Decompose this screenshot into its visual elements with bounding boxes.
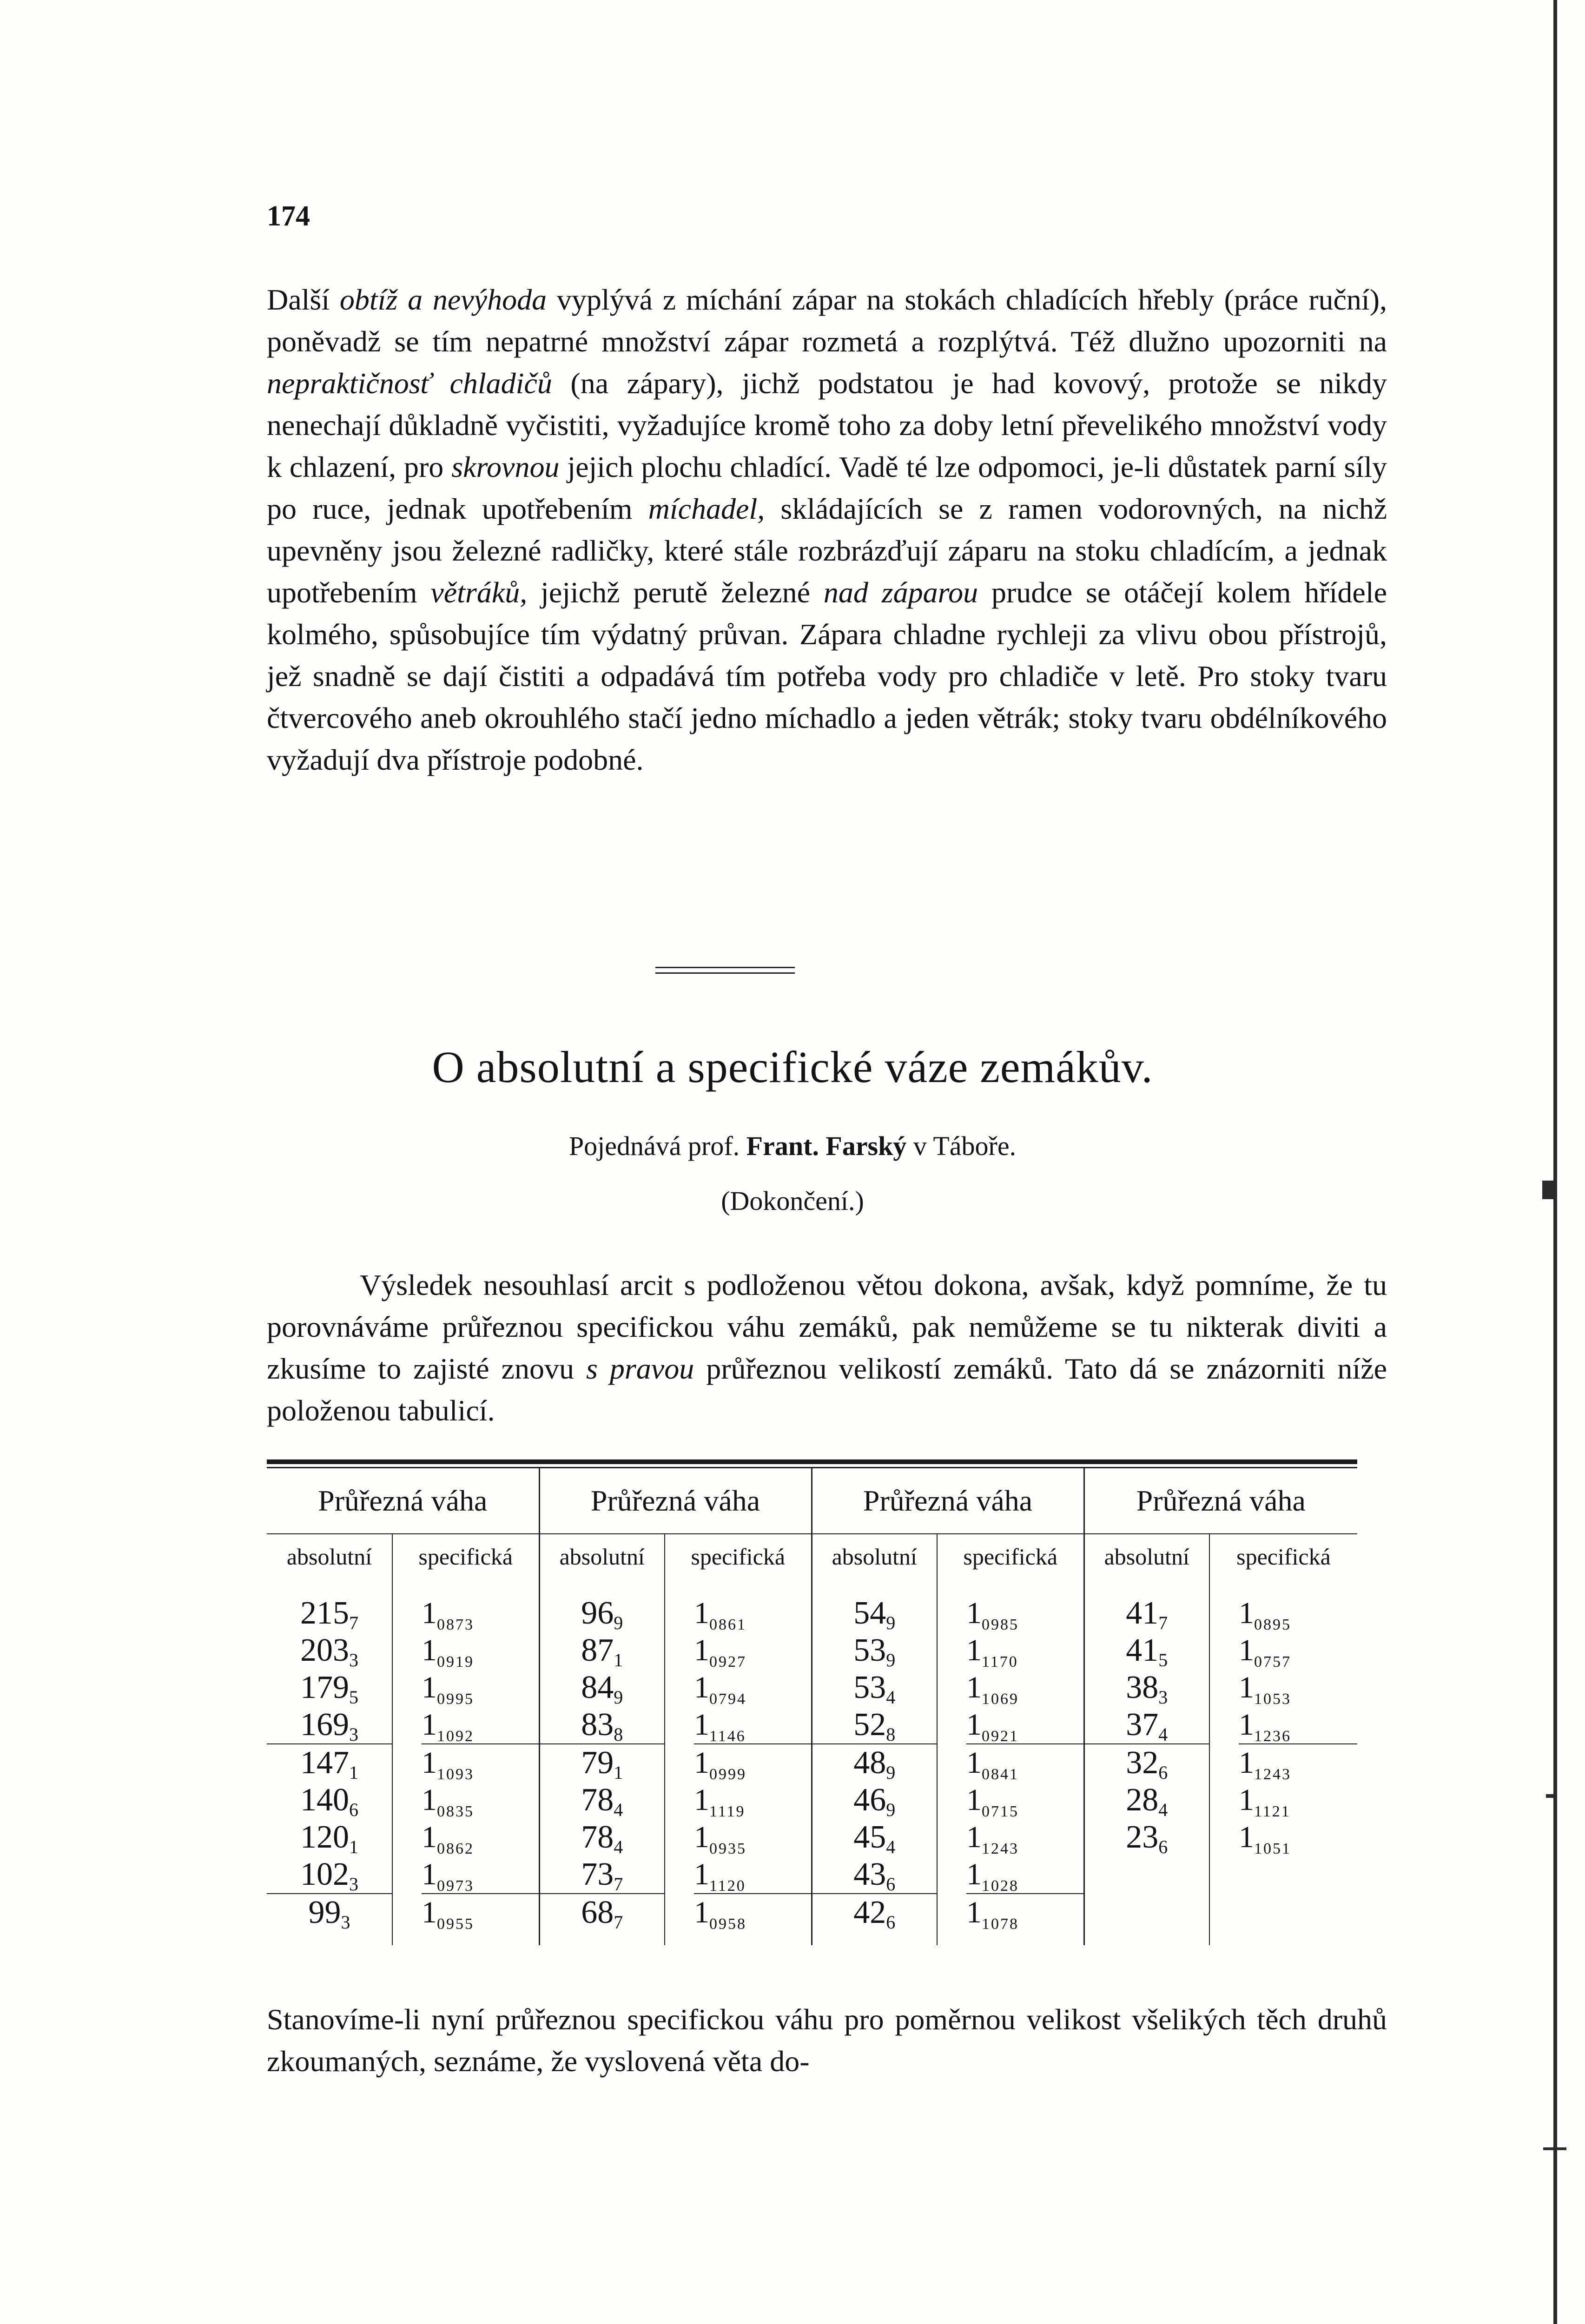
specific-value: $1_{0794}$: [694, 1670, 746, 1708]
specific-value: $1_{0985}$: [966, 1596, 1019, 1633]
absolute-value: $140_6$: [300, 1782, 358, 1820]
specific-value: $1_{1092}$: [422, 1708, 474, 1745]
value-block: [694, 1595, 811, 1743]
col-header-absolute: absolutní: [812, 1534, 937, 1579]
value-block: [1085, 1595, 1209, 1743]
specific-value: $1_{1121}$: [1239, 1783, 1291, 1820]
value-block: [267, 1893, 392, 1931]
value-block: [267, 1595, 392, 1743]
specific-value: $1_{1236}$: [1239, 1708, 1291, 1745]
absolute-value: $45_4$: [853, 1819, 896, 1857]
page-edge-line: [1553, 0, 1557, 2324]
col-header-absolute: absolutní: [267, 1534, 392, 1579]
page-number: 174: [267, 200, 310, 232]
continued-note: (Dokončení.): [721, 1186, 864, 1216]
col-header-specific: specifická: [1209, 1534, 1357, 1579]
section-divider: [655, 972, 795, 974]
absolute-value: $169_3$: [300, 1707, 358, 1745]
absolute-value: $46_9$: [853, 1782, 896, 1820]
specific-value: $1_{1028}$: [966, 1857, 1019, 1895]
absolute-value: $23_6$: [1126, 1819, 1168, 1857]
value-block: [1085, 1743, 1209, 1856]
value-block: [422, 1595, 539, 1743]
table-top-rule: [267, 1459, 1357, 1464]
absolute-value: $41_7$: [1126, 1595, 1168, 1633]
specific-value: $1_{0715}$: [966, 1783, 1019, 1820]
col-header-absolute: absolutní: [1084, 1534, 1209, 1579]
col-header-specific: specifická: [665, 1534, 812, 1579]
value-block: [966, 1893, 1083, 1931]
group-header-row: [267, 1468, 1357, 1534]
specific-value: $1_{1120}$: [694, 1857, 746, 1895]
specific-value: $1_{1093}$: [422, 1746, 474, 1783]
absolute-value: $43_6$: [853, 1856, 896, 1895]
specific-value: $1_{1078}$: [966, 1895, 1019, 1933]
table-row: [267, 1579, 1357, 1945]
specific-value: $1_{1243}$: [1239, 1746, 1291, 1783]
specific-values-cell: [937, 1579, 1084, 1945]
specific-value: $1_{0935}$: [694, 1820, 746, 1857]
specific-value: $1_{1170}$: [966, 1633, 1018, 1670]
value-block: [812, 1743, 937, 1893]
absolute-value: $83_8$: [581, 1707, 623, 1745]
absolute-value: $120_1$: [300, 1819, 358, 1857]
absolute-value: $53_9$: [853, 1632, 896, 1670]
absolute-value: $38_3$: [1126, 1670, 1168, 1708]
specific-value: $1_{0835}$: [422, 1783, 474, 1820]
absolute-value: $73_7$: [581, 1856, 623, 1895]
specific-value: $1_{0973}$: [422, 1857, 474, 1895]
specific-value: $1_{1051}$: [1239, 1820, 1291, 1857]
absolute-value: $78_4$: [581, 1782, 623, 1820]
absolute-values-cell: [1084, 1579, 1209, 1945]
specific-value: $1_{1053}$: [1239, 1670, 1291, 1708]
value-block: [1239, 1595, 1357, 1743]
specific-values-cell: [1209, 1579, 1357, 1945]
byline: Pojednává prof. Frant. Farský v Táboře.: [568, 1131, 1017, 1161]
absolute-value: $84_9$: [581, 1670, 623, 1708]
specific-value: $1_{0757}$: [1239, 1633, 1291, 1670]
article-title: O absolutní a specifické váze zemákův.: [432, 1042, 1153, 1092]
absolute-value: $78_4$: [581, 1819, 623, 1857]
value-block: [422, 1893, 539, 1931]
specific-values-cell: [665, 1579, 812, 1945]
absolute-values-cell: [812, 1579, 937, 1945]
absolute-value: $79_1$: [581, 1745, 623, 1783]
specific-value: $1_{1243}$: [966, 1820, 1019, 1857]
absolute-value: $179_5$: [300, 1670, 358, 1708]
table-body: [267, 1579, 1357, 1945]
specific-value: $1_{0895}$: [1239, 1596, 1291, 1633]
value-block: [540, 1743, 665, 1893]
group-header: Průřezná váha: [812, 1468, 1084, 1534]
absolute-value: $42_6$: [853, 1895, 896, 1933]
absolute-value: $52_8$: [853, 1707, 896, 1745]
value-block: [267, 1743, 392, 1893]
specific-values-cell: [392, 1579, 539, 1945]
col-header-specific: specifická: [392, 1534, 539, 1579]
specific-value: $1_{1119}$: [694, 1783, 746, 1820]
value-block: [422, 1743, 539, 1893]
specific-value: $1_{0873}$: [422, 1596, 474, 1633]
value-block: [966, 1743, 1083, 1893]
absolute-values-cell: [539, 1579, 665, 1945]
section-divider: [655, 967, 795, 968]
edge-mark: [1546, 1794, 1553, 1798]
absolute-value: $68_7$: [581, 1895, 623, 1933]
specific-value: $1_{0919}$: [422, 1633, 474, 1670]
absolute-value: $32_6$: [1126, 1745, 1168, 1783]
lead-paragraph: Výsledek nesouhlasí arcit s podloženou větou dokona, avšak, když pomníme, že tu porovnáváme průřeznou specifickou váhu zemáků, pak nemůžeme se tu nikterak diviti a zkusíme to zajisté znovu s pravou průřeznou velikostí zemáků. Tato dá se znázorniti níže položenou tabulicí.: [267, 1268, 1387, 1427]
value-block: [1239, 1743, 1357, 1856]
specific-value: $1_{1146}$: [694, 1708, 746, 1745]
col-header-absolute: absolutní: [539, 1534, 665, 1579]
closing-paragraph: Stanovíme-li nyní průřeznou specifickou váhu pro poměrnou velikost všelikých těch druhů zkoumaných, seznáme, že vyslovená věta do-: [267, 2003, 1387, 2078]
value-block: [540, 1893, 665, 1931]
column-header-row: [267, 1534, 1357, 1579]
absolute-values-cell: [267, 1579, 392, 1945]
specific-value: $1_{1069}$: [966, 1670, 1019, 1708]
group-header: Průřezná váha: [1084, 1468, 1357, 1534]
value-block: [694, 1743, 811, 1893]
absolute-value: $28_4$: [1126, 1782, 1168, 1820]
specific-value: $1_{0955}$: [422, 1895, 474, 1933]
absolute-value: $41_5$: [1126, 1632, 1168, 1670]
specific-value: $1_{0999}$: [694, 1746, 746, 1783]
value-block: [694, 1893, 811, 1931]
weight-table: [267, 1459, 1357, 1945]
specific-value: $1_{0921}$: [966, 1708, 1019, 1745]
col-header-specific: specifická: [937, 1534, 1084, 1579]
absolute-value: $147_1$: [300, 1745, 358, 1783]
absolute-value: $215_7$: [300, 1595, 358, 1633]
specific-value: $1_{0861}$: [694, 1596, 746, 1633]
value-block: [540, 1595, 665, 1743]
value-block: [812, 1893, 937, 1931]
absolute-value: $48_9$: [853, 1745, 896, 1783]
specific-value: $1_{0841}$: [966, 1746, 1019, 1783]
absolute-value: $53_4$: [853, 1670, 896, 1708]
specific-value: $1_{0862}$: [422, 1820, 474, 1857]
absolute-value: $37_4$: [1126, 1707, 1168, 1745]
absolute-value: $99_3$: [308, 1895, 350, 1933]
specific-value: $1_{0927}$: [694, 1633, 746, 1670]
intro-paragraph: Další obtíž a nevýhoda vyplývá z míchání zápar na stokách chladících hřebly (práce ruční), poněvadž se tím nepatrné množství zápar rozmetá a rozplýtvá. Též dlužno upozorniti na nepraktičnosť chladičů (na zápary), jichž podstatou je had kovový, protože se nikdy nenechají důkladně vyčistiti, vyžadujíce kromě toho za doby letní převelikého množství vody k chlazení, pro skrovnou jejich plochu chladící. Vadě té lze odpomoci, je-li důstatek parní síly po ruce, jednak upotřebením míchadel, skládajících se z ramen vodorovných, na nichž upevněny jsou železné radličky, které stále rozbrázďují záparu na stoku chladícím, a jednak upotřebením větráků, jejichž perutě železné nad záparou prudce se otáčejí kolem hřídele kolmého, spůsobujíce tím výdatný průvan. Zápara chladne rychleji za vlivu obou přístrojů, jež snadně se dají čistiti a odpadává tím potřeba vody pro chladiče v letě. Pro stoky tvaru čtvercového aneb okrouhlého stačí jedno míchadlo a jeden větrák; stoky tvaru obdélníkového vyžadují dva přístroje podobné.: [267, 283, 1387, 776]
specific-value: $1_{0995}$: [422, 1670, 474, 1708]
absolute-value: $203_3$: [300, 1632, 358, 1670]
specific-value: $1_{0958}$: [694, 1895, 746, 1933]
absolute-value: $96_9$: [581, 1595, 623, 1633]
edge-mark: [1543, 2147, 1566, 2150]
absolute-value: $87_1$: [581, 1632, 623, 1670]
value-block: [966, 1595, 1083, 1743]
value-block: [812, 1595, 937, 1743]
group-header: Průřezná váha: [539, 1468, 812, 1534]
group-header: Průřezná váha: [318, 1484, 488, 1517]
absolute-value: $102_3$: [300, 1856, 358, 1895]
absolute-value: $54_9$: [853, 1595, 896, 1633]
